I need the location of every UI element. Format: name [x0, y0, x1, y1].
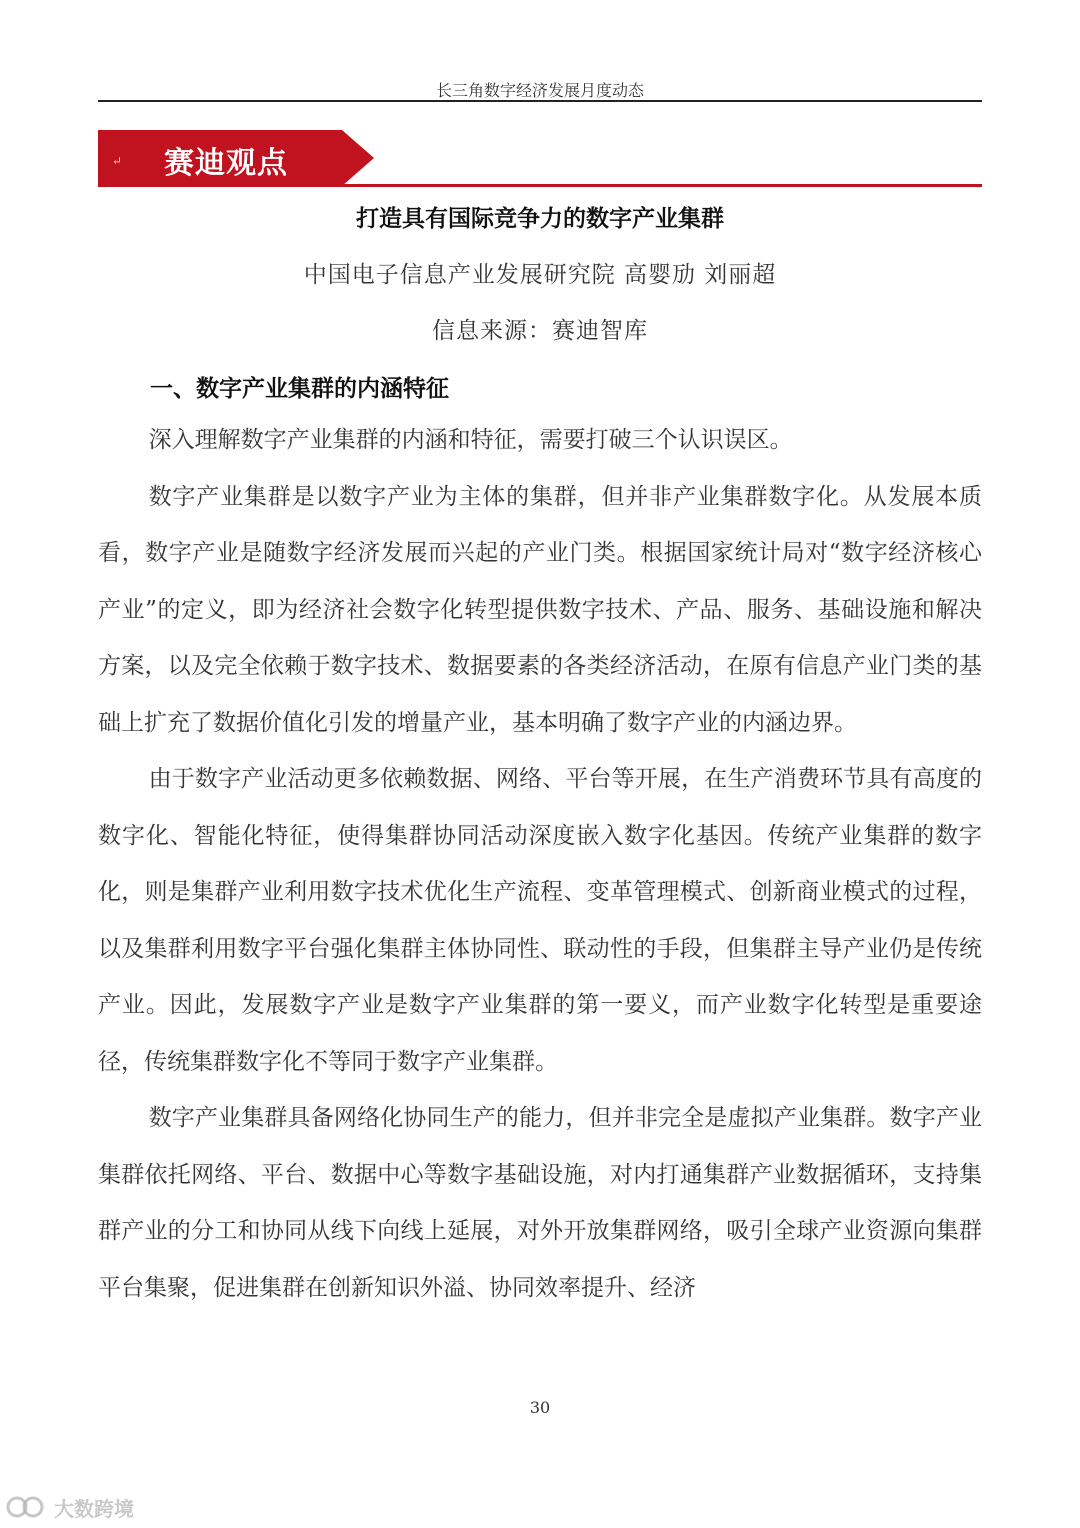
page-number: 30	[529, 1398, 551, 1417]
paragraph: 深入理解数字产业集群的内涵和特征，需要打破三个认识误区。	[148, 427, 793, 453]
watermark-logo-icon	[6, 1494, 50, 1520]
paragraph: 数字产业集群是以数字产业为主体的集群，但并非产业集群数字化。从发展本质看，数字产业是随数字经济发展而兴起的产业门类。根据国家统计局对“数字经济核心产业”的定义，即为经济社会数字化转型提供数字技术、产品、服务、基础设施和解决方案，以及完全依赖于数字技术、数据要素的各类经济活动，在原有信息产业门类的基础上扩充了数据价值化引发的增量产业，基本明确了数字产业的内涵边界。	[98, 483, 982, 736]
article-author: 中国电子信息产业发展研究院 高婴劢 刘丽超	[303, 262, 777, 288]
header-rule	[98, 100, 982, 102]
article-title: 打造具有国际竞争力的数字产业集群	[356, 206, 724, 232]
article-body	[98, 412, 982, 1316]
section-heading: 一、数字产业集群的内涵特征	[150, 376, 449, 402]
paragraph: 由于数字产业活动更多依赖数据、网络、平台等开展，在生产消费环节具有高度的数字化、智能化特征，使得集群协同活动深度嵌入数字化基因。传统产业集群的数字化，则是集群产业利用数字技术优化生产流程、变革管理模式、创新商业模式的过程，以及集群利用数字平台强化集群主体协同性、联动性的手段，但集群主导产业仍是传统产业。因此，发展数字产业是数字产业集群的第一要义，而产业数字化转型是重要途径，传统集群数字化不等同于数字产业集群。	[98, 766, 982, 1075]
running-header: 长三角数字经济发展月度动态	[435, 81, 644, 100]
return-mark-icon: ↵	[112, 154, 123, 168]
watermark	[6, 1492, 134, 1522]
section-banner	[98, 130, 374, 186]
banner-title: 赛迪观点	[164, 146, 288, 181]
watermark-text: 大数跨境	[54, 1496, 134, 1521]
article-source: 信息来源：赛迪智库	[432, 318, 648, 344]
paragraph: 数字产业集群具备网络化协同生产的能力，但并非完全是虚拟产业集群。数字产业集群依托网络、平台、数据中心等数字基础设施，对内打通集群产业数据循环，支持集群产业的分工和协同从线下向线上延展，对外开放集群网络，吸引全球产业资源向集群平台集聚，促进集群在创新知识外溢、协同效率提升、经济	[98, 1105, 982, 1301]
banner-rule	[98, 184, 982, 187]
